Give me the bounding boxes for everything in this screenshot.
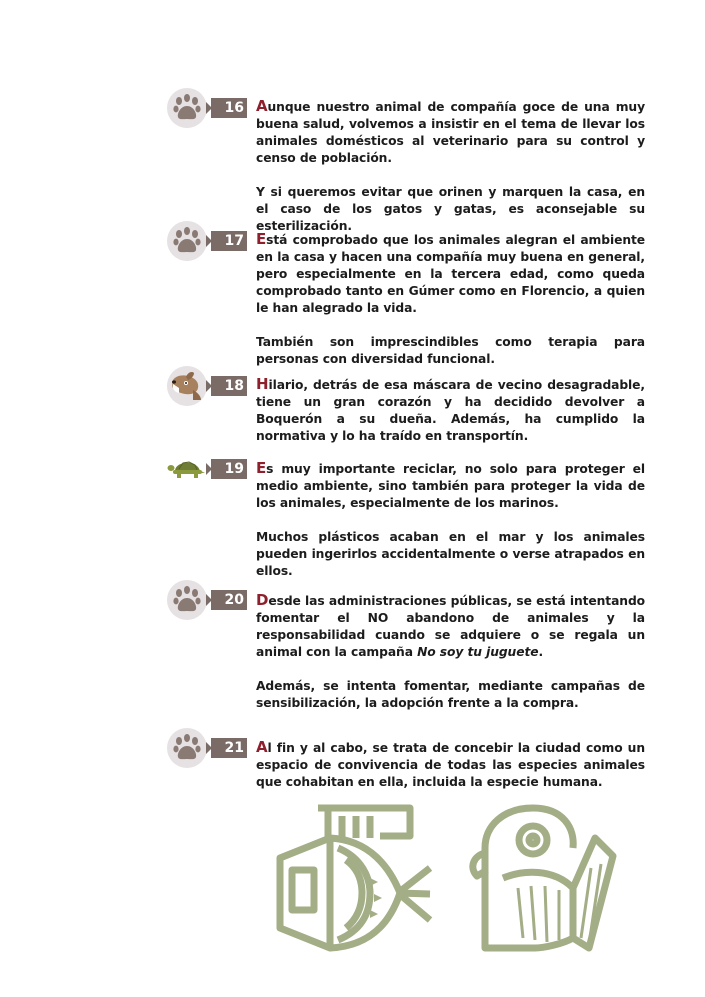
item-number: 18 bbox=[211, 376, 247, 396]
paragraph: Desde las administraciones públicas, se está intentando fomentar el NO abandono de animales y la responsabilidad cuando se adquiere o se regala un animal con la campaña No soy tu juguete. bbox=[256, 591, 645, 659]
paw-icon bbox=[167, 88, 207, 128]
item-marker bbox=[167, 88, 249, 128]
paragraph: Además, se intenta fomentar, mediante campañas de sensibilización, la adopción frente a la compra. bbox=[256, 679, 645, 710]
drop-initial: A bbox=[256, 738, 268, 756]
drop-initial: H bbox=[256, 375, 269, 393]
paragraph: Al fin y al cabo, se trata de concebir la ciudad como un espacio de convivencia de todas las especies animales que cohabitan en ella, incluida la especie humana. bbox=[256, 738, 645, 789]
item-text bbox=[256, 460, 645, 580]
drop-initial: E bbox=[256, 459, 267, 477]
item-marker bbox=[167, 728, 249, 768]
paragraph: Muchos plásticos acaban en el mar y los animales pueden ingerirlos accidentalmente o verse atrapados en ellos. bbox=[256, 530, 645, 578]
drop-initial: D bbox=[256, 591, 269, 609]
paragraph: Hilario, detrás de esa máscara de vecino desagradable, tiene un gran corazón y ha decidido devolver a Boquerón a su dueña. Además, ha cumplido la normativa y lo ha traído en transportín. bbox=[256, 375, 645, 443]
item-number: 19 bbox=[211, 459, 247, 479]
campaign-name: No soy tu juguete bbox=[417, 645, 539, 659]
item-text bbox=[256, 98, 645, 235]
paragraph: Está comprobado que los animales alegran el ambiente en la casa y hacen una compañía muy buena en general, pero especialmente en la tercera edad, como queda comprobado tanto en Gúmer como en Florencio, a quien le han alegrado la vida. bbox=[256, 230, 645, 315]
paragraph: También son imprescindibles como terapia para personas con diversidad funcional. bbox=[256, 335, 645, 366]
item-marker bbox=[167, 580, 249, 620]
item-text bbox=[256, 376, 645, 445]
paragraph: Y si queremos evitar que orinen y marquen la casa, en el caso de los gatos y gatas, es aconsejable su esterilización. bbox=[256, 185, 645, 233]
paw-icon bbox=[167, 580, 207, 620]
item-text bbox=[256, 592, 645, 712]
fish-illustration-icon bbox=[270, 798, 440, 964]
drop-initial: E bbox=[256, 230, 267, 248]
paragraph: Aunque nuestro animal de compañía goce de una muy buena salud, volvemos a insistir en el tema de llevar los animales domésticos al veterinario para su control y censo de población. bbox=[256, 97, 645, 165]
item-text bbox=[256, 739, 645, 791]
item-marker bbox=[167, 366, 249, 406]
item-marker bbox=[167, 449, 249, 489]
item-number: 16 bbox=[211, 98, 247, 118]
item-number: 17 bbox=[211, 231, 247, 251]
item-number: 21 bbox=[211, 738, 247, 758]
parrot-illustration-icon bbox=[463, 798, 623, 967]
paw-icon bbox=[167, 221, 207, 261]
paragraph: Es muy importante reciclar, no solo para proteger el medio ambiente, sino también para proteger la vida de los animales, especialmente de los marinos. bbox=[256, 459, 645, 510]
item-text bbox=[256, 231, 645, 368]
drop-initial: A bbox=[256, 97, 268, 115]
item-marker bbox=[167, 221, 249, 261]
paw-icon bbox=[167, 728, 207, 768]
dog-icon bbox=[167, 366, 207, 406]
turtle-icon bbox=[167, 449, 207, 489]
item-number: 20 bbox=[211, 590, 247, 610]
